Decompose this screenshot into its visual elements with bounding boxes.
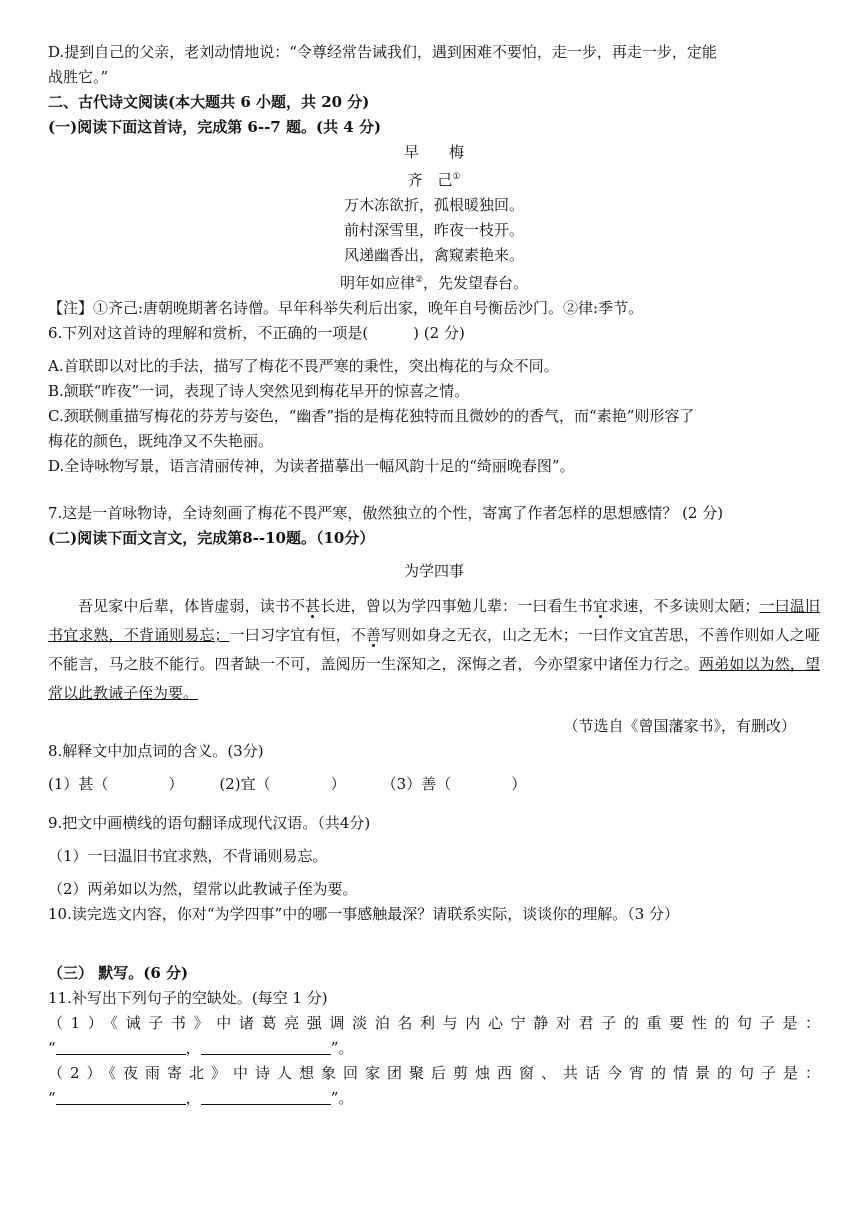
poem-line-4-a: 明年如应律 xyxy=(339,274,415,292)
poem-line-2: 前村深雪里，昨夜一枝开。 xyxy=(343,221,524,239)
comma: ， xyxy=(185,1039,201,1057)
dotted-word-shen: 甚 xyxy=(305,597,321,615)
footnote-mark-2: ② xyxy=(414,275,424,285)
subsection1-title: (一)阅读下面这首诗，完成第 6--7 题。(共 4 分) xyxy=(48,118,382,136)
poem-line-3: 风递幽香出，禽窥素艳来。 xyxy=(343,246,524,264)
poem-author-name: 齐 己 xyxy=(407,171,453,189)
q9-item-2: （2）两弟如以为然，望常以此教诫子侄为要。 xyxy=(48,880,358,898)
q6-option-b: B.颔联“昨夜”一词，表现了诗人突然见到梅花早开的惊喜之情。 xyxy=(48,382,470,400)
open-quote: “ xyxy=(48,1039,56,1057)
q9-item-1: （1）一曰温旧书宜求熟，不背诵则易忘。 xyxy=(48,847,328,865)
passage-text: 一曰习字宜有恒，不 xyxy=(229,626,366,644)
q8-item-3: （3）善（ ） xyxy=(381,775,527,793)
poem-author xyxy=(48,165,820,193)
comma: ， xyxy=(185,1089,201,1107)
underlined-sentence-1: 一曰温旧书宜求熟，不背诵则易忘； xyxy=(48,597,820,644)
close-quote: ”。 xyxy=(330,1089,354,1107)
passage-body xyxy=(48,592,820,708)
q8-item-2: (2)宜（ ） xyxy=(219,775,346,793)
q6-option-a: A.首联即以对比的手法，描写了梅花不畏严寒的秉性，突出梅花的与众不同。 xyxy=(48,357,559,375)
q11-blanks-1 xyxy=(48,1036,820,1061)
passage-text: 长进，曾以为学四事勉儿辈：一曰看生书 xyxy=(320,597,593,615)
poem-line-1: 万木冻欲折，孤根暖独回。 xyxy=(343,196,524,214)
q5-option-d-line1: D.提到自己的父亲，老刘动情地说：“令尊经常告诫我们，遇到困难不要怕，走一步，再走一步，定能 xyxy=(48,43,717,61)
underlined-sentence-2: 两弟如以为然，望常以此教诫子侄为要。 xyxy=(48,655,820,702)
poem xyxy=(48,140,820,296)
q11-item-2: （2）《夜雨寄北》中诗人想象回家团聚后剪烛西窗、共话今宵的情景的句子是： xyxy=(48,1064,820,1082)
passage-source: （节选自《曾国藩家书》，有删改） xyxy=(563,717,796,735)
open-quote: “ xyxy=(48,1089,56,1107)
passage-title: 为学四事 xyxy=(403,562,464,580)
section2-title: 二、古代诗文阅读(本大题共 6 小题，共 20 分) xyxy=(48,93,370,111)
q8-stem: 8.解释文中加点词的含义。(3分) xyxy=(48,742,264,760)
dotted-word-shan: 善 xyxy=(365,626,382,644)
q9-stem: 9.把文中画横线的语句翻译成现代汉语。（共4分) xyxy=(48,814,371,832)
poem-line-4 xyxy=(48,268,820,296)
passage-text: 求速，不多读则太陋； xyxy=(608,597,760,615)
footnote-mark-1: ① xyxy=(452,172,461,182)
q10-stem: 10.读完选文内容，你对“为学四事”中的哪一事感触最深？请联系实际，谈谈你的理解。（3 分） xyxy=(48,905,680,923)
q6-option-c-line1: C.颈联侧重描写梅花的芬芳与姿色，“幽香”指的是梅花独特而且微妙的的香气，而“素艳”则形容了 xyxy=(48,407,695,425)
q6-stem: 6.下列对这首诗的理解和赏析，不正确的一项是( ) (2 分) xyxy=(48,324,465,342)
q11-stem: 11.补写出下列句子的空缺处。(每空 1 分) xyxy=(48,989,328,1007)
subsection3-title: （三） 默写。(6 分) xyxy=(48,964,189,982)
passage-text: 吾见家中后辈，体皆虚弱，读书不 xyxy=(78,597,306,615)
q6-option-c-line2: 梅花的颜色，既纯净又不失艳丽。 xyxy=(48,432,274,450)
exam-page xyxy=(48,40,820,1111)
fill-blank[interactable] xyxy=(201,1039,331,1055)
dotted-word-yi: 宜 xyxy=(592,597,609,615)
q8-items xyxy=(48,772,820,797)
fill-blank[interactable] xyxy=(56,1039,186,1055)
q8-item-1: (1）甚（ ） xyxy=(48,775,184,793)
passage-text: 写则如身之无衣，山之无木；一曰作文宜苦思，不善作则如人之哑不能言，马之肢不能行。四者缺一不可，盖阅历一生深知之，深悔之者，今亦望家中诸侄力行之。 xyxy=(48,626,820,673)
q11-blanks-2 xyxy=(48,1086,820,1111)
fill-blank[interactable] xyxy=(201,1089,331,1105)
close-quote: ”。 xyxy=(330,1039,354,1057)
subsection2-title: (二)阅读下面文言文，完成第8--10题。（10分） xyxy=(48,529,375,547)
q6-option-d: D.全诗咏物写景，语言清丽传神，为读者描摹出一幅风韵十足的“绮丽晚春图”。 xyxy=(48,457,575,475)
fill-blank[interactable] xyxy=(56,1089,186,1105)
poem-title: 早 梅 xyxy=(403,143,464,161)
poem-note: 【注】①齐己:唐朝晚期著名诗僧。早年科举失利后出家，晚年自号衡岳沙门。②律:季节。 xyxy=(48,299,644,317)
q11-item-1: （1）《诫子书》中诸葛亮强调淡泊名利与内心宁静对君子的重要性的句子是： xyxy=(48,1014,820,1032)
q5-option-d-line2: 战胜它。” xyxy=(48,68,109,86)
poem-line-4-b: ，先发望春台。 xyxy=(423,274,529,292)
q7-stem: 7.这是一首咏物诗，全诗刻画了梅花不畏严寒，傲然独立的个性，寄寓了作者怎样的思想感情？ (2 分) xyxy=(48,504,724,522)
